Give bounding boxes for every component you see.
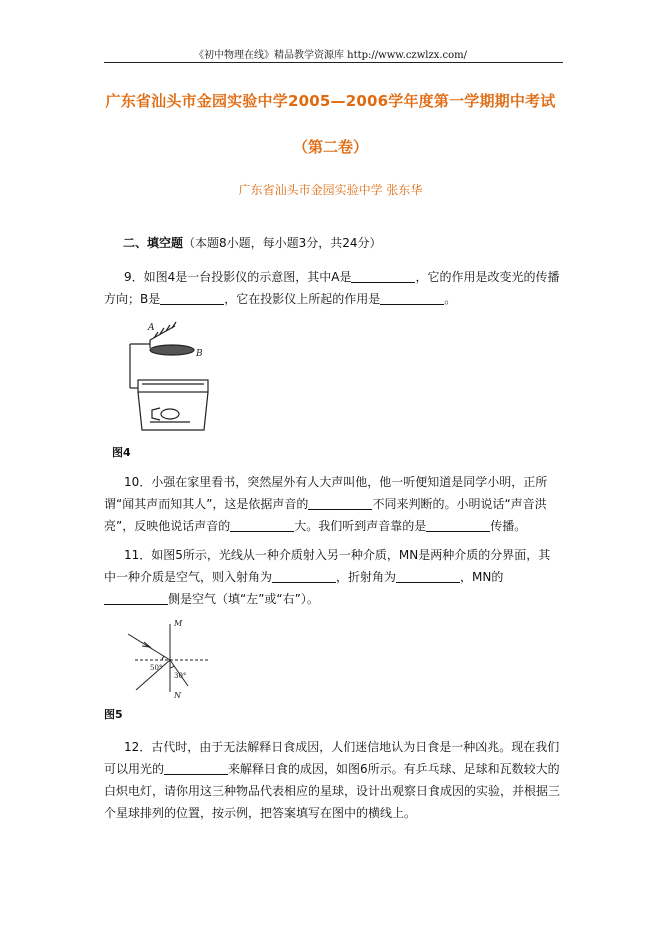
label-m: M [174, 619, 183, 628]
q9-blank-c [380, 292, 444, 305]
author-line: 广东省汕头市金园实验中学 张东华 [238, 183, 423, 197]
q11-blank-b [396, 570, 460, 583]
label-n: N [174, 691, 181, 700]
label-b: B [196, 349, 203, 359]
page-header: 《初中物理在线》精品教学资源库 http://www.czwlzx.com/ [193, 50, 468, 61]
label-a: A [148, 323, 155, 333]
angle-label-1: 50° [150, 664, 163, 672]
q12-text-1: 12．古代时，由于无法解释日食成因，人们迷信地认为日食是一种凶兆。现在我们可以用光的 [104, 740, 560, 776]
section-note: （本题8小题，每小题3分，共24分） [183, 236, 382, 250]
q12-text-2: 来解释日食的成因，如图6所示。有乒乓球、足球和瓦数较大的白炽电灯，请你用这三种物品代表相应的星球，设计出观察日食成因的实验，并根据三个星球排列的位置，按示例，把答案填写在图中的横线上。 [104, 762, 561, 820]
question-10 [104, 471, 562, 537]
question-11 [104, 544, 562, 610]
q10-blank-b [230, 519, 294, 532]
q10-text-2: 不同来判断的。小明说话“声音洪亮”，反映他说话声音的 [104, 497, 547, 533]
q11-blank-a [272, 570, 336, 583]
q11-text-4: 侧是空气（填“左”或“右”）。 [168, 592, 319, 606]
q10-blank-a [308, 497, 372, 510]
exam-subtitle: （第二卷） [292, 138, 368, 156]
q11-text-1: 11．如图5所示，光线从一种介质射入另一种介质，MN是两种介质的分界面，其中一种介质是空气，则入射角为 [104, 548, 551, 584]
figure-5-label: 图5 [104, 708, 123, 721]
header-divider [104, 62, 563, 63]
exam-title: 广东省汕头市金园实验中学2005—2006学年度第一学期期中考试 [105, 92, 556, 110]
q11-blank-c [104, 592, 168, 605]
q11-text-2: ，折射角为 [336, 570, 397, 584]
q9-blank-a [351, 270, 415, 283]
figure-4-label: 图4 [112, 446, 131, 459]
figure-5-refraction [120, 614, 220, 700]
q10-text-4: 传播。 [490, 519, 527, 533]
figure-4-projector [120, 318, 220, 438]
q9-text-4: 。 [444, 292, 457, 306]
question-9 [104, 266, 562, 310]
question-12 [104, 736, 562, 824]
q9-blank-b [160, 292, 224, 305]
q10-text-1: 10．小强在家里看书，突然屋外有人大声叫他，他一听便知道是同学小明，正所谓“闻其声而知其人”，这是依据声音的 [104, 475, 548, 511]
q12-blank-a [164, 762, 228, 775]
angle-label-2: 30° [174, 672, 187, 680]
q9-text-3: ，它在投影仪上所起的作用是 [224, 292, 381, 306]
q10-text-3: 大。我们听到声音靠的是 [294, 519, 427, 533]
q11-text-3: ，MN的 [460, 570, 504, 584]
q9-text-1: 9．如图4是一台投影仪的示意图，其中A是 [124, 270, 352, 284]
section-title: 二、填空题 [123, 236, 184, 250]
q10-blank-c [426, 519, 490, 532]
q9-text-2: ，它的作用是改变光的传播方向；B是 [104, 270, 560, 306]
section-heading [123, 234, 382, 251]
